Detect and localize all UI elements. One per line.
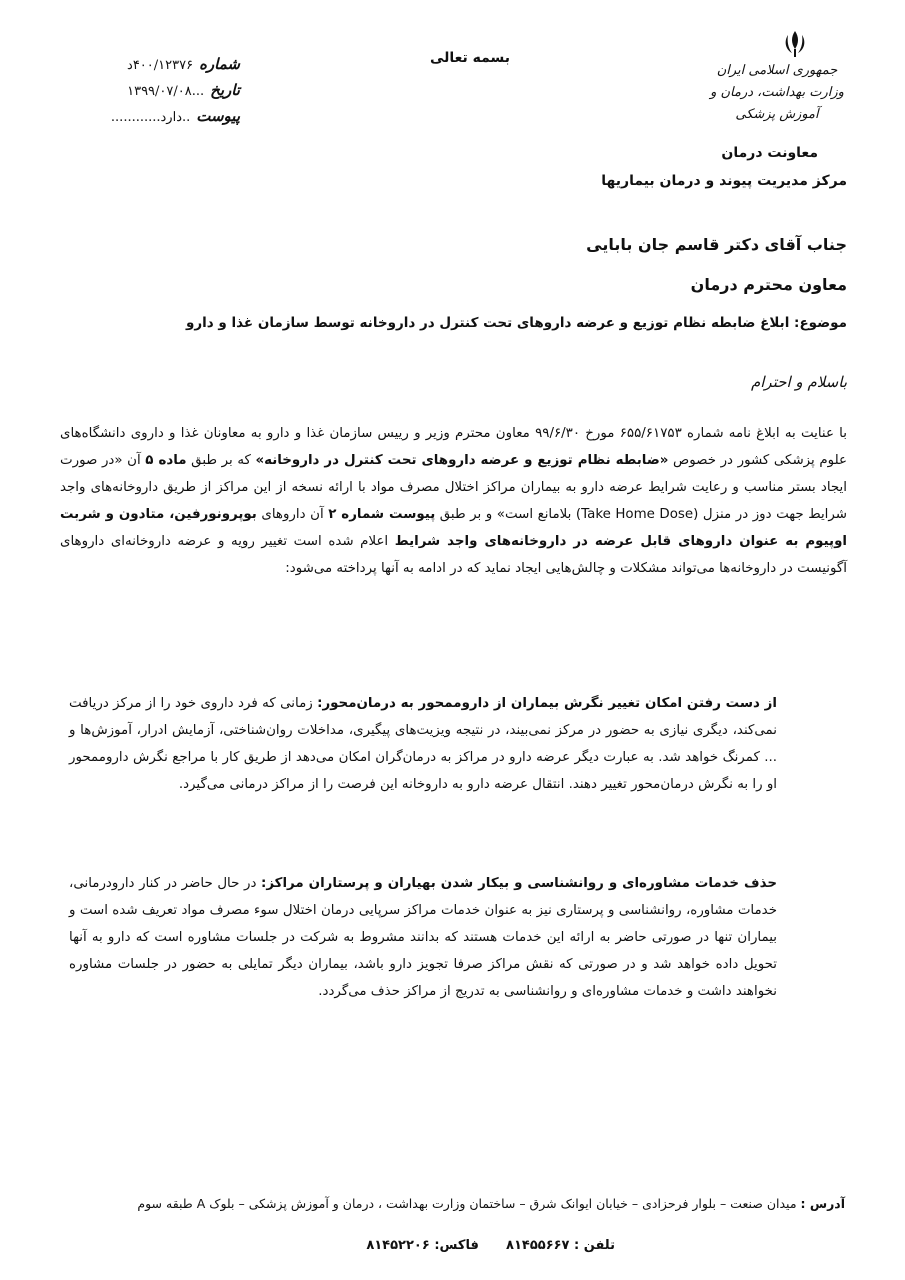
number-label: شماره bbox=[199, 55, 240, 73]
subject-label: موضوع: bbox=[794, 315, 847, 331]
issue-1-text: زمانی که فرد داروی خود را از مرکز دریافت نمی‌کند، دیگری نیازی به حضور در مرکز نمی‌بیند، در نتیجه ویزیت‌های پیگیری، مداخلات روان‌شناختی، آزمایش ادرار، آموزش‌ها و ... کمرنگ خواهد شد. به عبارت دیگر عرضه دارو در مراکز به درمان‌گران امکان می‌دهد از طریق کار با مراجع نگرش داروممحور او را به نگرش درمان‌محور تغییر دهند. انتقال عرضه دارو به داروخانه این فرصت را از مراکز درمانی می‌گیرد. bbox=[69, 696, 777, 792]
address-label: آدرس : bbox=[800, 1196, 845, 1211]
ministry-line-1: جمهوری اسلامی ایران bbox=[716, 63, 838, 78]
number-row bbox=[90, 55, 240, 81]
issue-2-title: حذف خدمات مشاوره‌ای و روانشناسی و بیکار شدن بهیاران و پرستاران مراکز: bbox=[261, 876, 777, 891]
issue-item-1 bbox=[69, 690, 777, 798]
intro-bold-regulation: «ضابطه نظام توزیع و عرضه داروهای تحت کنترل در داروخانه» bbox=[255, 453, 669, 468]
footer-address bbox=[137, 1196, 845, 1211]
intro-text-a: با عنایت به ابلاغ نامه شماره ۶۵۵/۶۱۷۵۳ مورخ ۹۹/۶/۳۰ معاون محترم وزیر و رییس سازمان غذا و دارو به معاونان غذا و داروی دانشگاه‌های علوم پزشکی کشور در خصوص bbox=[60, 426, 847, 468]
fax-label: فاکس: bbox=[434, 1238, 479, 1253]
issue-1-title: از دست رفتن امکان تغییر نگرش بیماران از داروممحور به درمان‌محور: bbox=[317, 696, 777, 711]
greeting: باسلام و احترام bbox=[750, 373, 847, 391]
intro-text-e: آن «در صورت ایجاد بستر مناسب و رعایت شرایط عرضه دارو به بیماران مراکز اختلال مصرف مواد با ارائه نسخه از این مراکز از طریق داروخانه‌های واجد شرایط جهت دوز در منزل (Take Home Dose) بلامانع است» و بر طبق bbox=[60, 453, 848, 522]
intro-bold-drugs: بوپرونورفین، متادون و شربت اوپیوم به عنوان داروهای قابل عرضه در داروخانه‌های واجد شرایط bbox=[60, 507, 847, 549]
attachment-label: پیوست bbox=[196, 107, 240, 125]
address-text: میدان صنعت – بلوار فرحزادی – خیابان ایوانک شرق – ساختمان وزارت بهداشت ، درمان و آموزش پزشکی – بلوک A طبقه سوم bbox=[137, 1196, 801, 1211]
date-label: تاریخ bbox=[210, 81, 240, 99]
intro-text-g: آن داروهای bbox=[256, 507, 329, 522]
ministry-logotype bbox=[707, 60, 847, 126]
recipient-title: معاون محترم درمان bbox=[690, 275, 847, 294]
org-center: مرکز مدیریت پیوند و درمان بیماریها bbox=[601, 173, 847, 189]
letter-meta bbox=[90, 55, 240, 133]
bismillah-heading: بسمه تعالی bbox=[429, 50, 511, 66]
intro-bold-attachment: پیوست شماره ۲ bbox=[328, 507, 436, 522]
footer-contact bbox=[366, 1238, 615, 1253]
recipient-name: جناب آقای دکتر قاسم جان بابایی bbox=[586, 235, 847, 254]
issue-2-text: در حال حاضر در کنار دارودرمانی، خدمات مشاوره، روانشناسی و پرستاری نیز به عنوان خدمات مراکز سرپایی درمان اختلال سوء مصرف مواد تعریف شده است و بیماران تنها در صورتی حاضر به ارائه این خدمات هستند که بدانند مشروط به شرکت در جلسات مشاوره است که دارو به آنها تحویل داده خواهد شد و در صورتی که نقش مراکز صرفا تجویز دارو باشد، بیماران دیگر تمایلی به حضور در جلسات مشاوره نخواهند داشت و خدمات مشاوره‌ای و روانشناسی به تدریج از مراکز حذف می‌گردد. bbox=[69, 876, 777, 999]
intro-text-i: اعلام شده است تغییر رویه و عرضه داروخانه‌ای داروهای آگونیست در داروخانه‌ها می‌تواند مشکلات و چالش‌هایی ایجاد نماید که در ادامه به آنها پرداخته می‌شود: bbox=[60, 534, 847, 576]
number-value: ۴۰۰/۱۲۳۷۶د bbox=[127, 58, 194, 73]
org-deputy: معاونت درمان bbox=[721, 145, 818, 161]
iran-emblem-icon bbox=[779, 28, 811, 60]
subject-line bbox=[186, 315, 847, 331]
ministry-line-2: وزارت بهداشت، درمان و آموزش پزشکی bbox=[710, 85, 844, 122]
subject-text: ابلاغ ضابطه نظام توزیع و عرضه داروهای تحت کنترل در داروخانه توسط سازمان غذا و دارو bbox=[185, 315, 790, 331]
issue-item-2 bbox=[69, 870, 777, 1005]
date-value: ...۱۳۹۹/۰۷/۰۸ bbox=[127, 84, 205, 99]
intro-paragraph bbox=[60, 420, 847, 582]
fax-value: ۸۱۴۵۲۲۰۶ bbox=[366, 1238, 435, 1253]
attachment-row bbox=[90, 107, 240, 133]
intro-text-c: که بر طبق bbox=[186, 453, 256, 468]
attachment-value: ..دارد............ bbox=[110, 110, 191, 125]
date-row bbox=[90, 81, 240, 107]
intro-bold-article: ماده ۵ bbox=[145, 453, 187, 468]
phone-label: تلفن : bbox=[574, 1238, 615, 1253]
phone-value: ۸۱۴۵۵۶۶۷ bbox=[506, 1238, 575, 1253]
